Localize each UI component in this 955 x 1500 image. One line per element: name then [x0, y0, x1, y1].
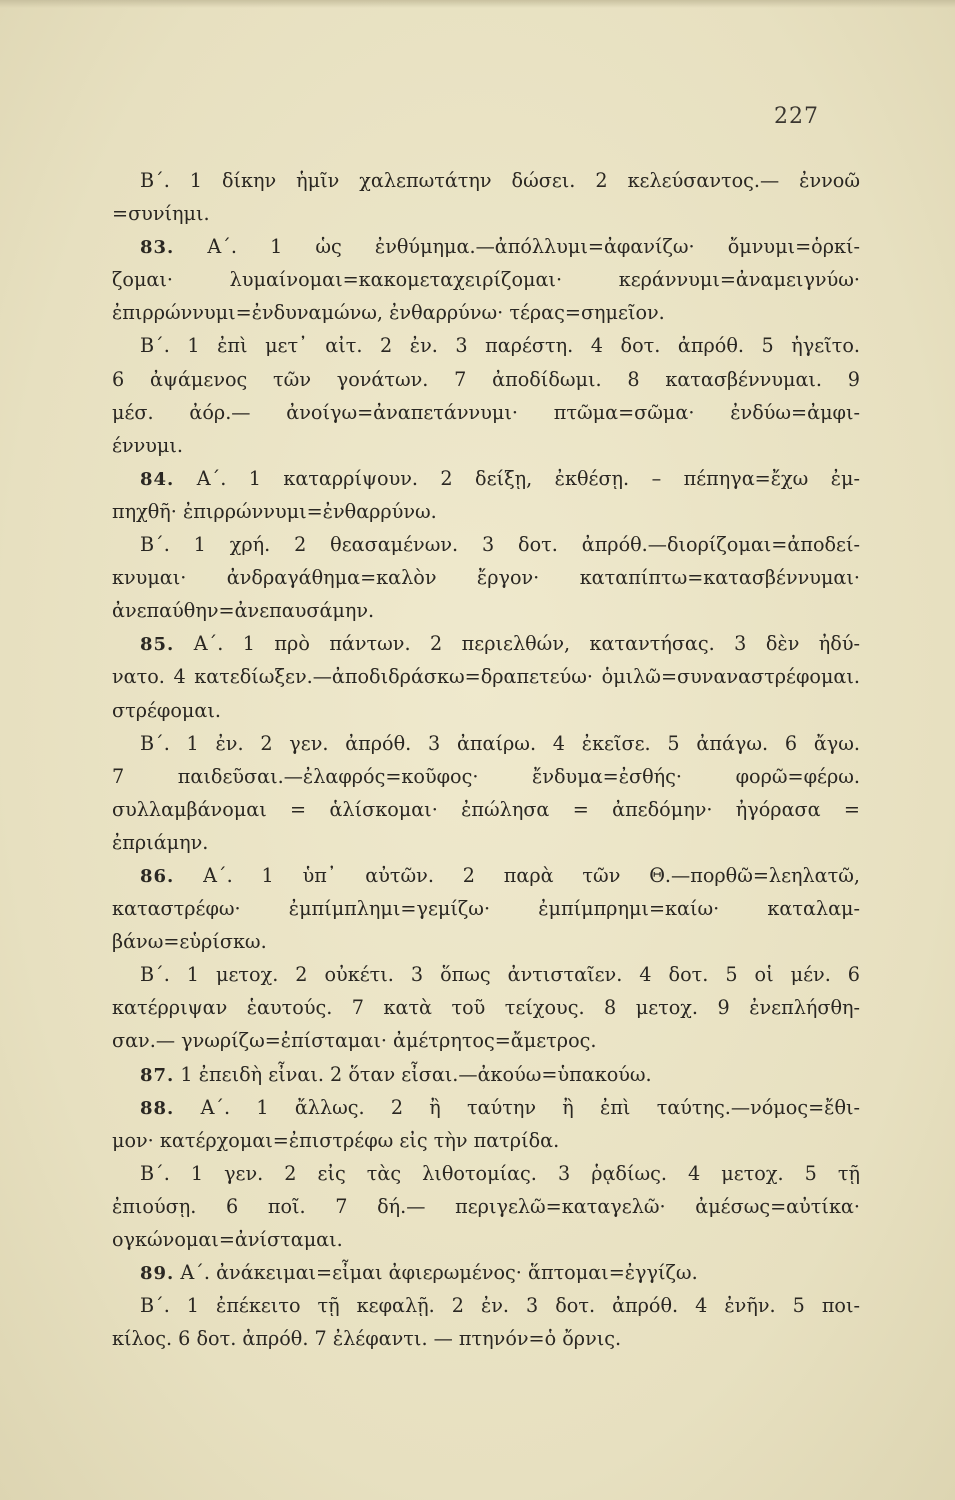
page-edge-shadow	[0, 0, 955, 8]
line-text: Α΄. 1 ἄλλως. 2 ἢ ταύτην ἢ ἐπὶ ταύτης.—νόμος=ἔθι-	[174, 1095, 860, 1119]
text-line	[112, 1256, 860, 1289]
text-line	[112, 329, 860, 362]
line-text: ζομαι· λυμαίνομαι=κακομεταχειρίζομαι· κεράννυμι=ἀναμειγνύω·	[112, 268, 860, 292]
line-text: κνυμαι· ἀνδραγάθημα=καλὸν ἔργον· καταπίπτω=κατασβέννυμαι·	[112, 566, 860, 590]
text-line	[112, 528, 860, 561]
text-line	[112, 892, 860, 925]
line-text: ἐπριάμην.	[112, 830, 209, 854]
line-text: ἐπιούσῃ. 6 ποῖ. 7 δή.— περιγελῶ=καταγελῶ· ἀμέσως=αὐτίκα·	[112, 1194, 860, 1218]
line-text: Β΄. 1 χρή. 2 θεασαμένων. 3 δοτ. ἀπρόθ.—διορίζομαι=ἀποδεί-	[140, 533, 860, 557]
text-line	[112, 396, 860, 429]
line-text: μον· κατέρχομαι=ἐπιστρέφω εἰς τὴν πατρίδα.	[112, 1128, 560, 1152]
text-line	[112, 1024, 860, 1057]
page-number: 227	[774, 104, 819, 129]
section-number: 86.	[140, 865, 175, 887]
line-text: 1 ἐπειδὴ εἶναι. 2 ὅταν εἶσαι.—ἀκούω=ὑπακούω.	[174, 1062, 652, 1086]
text-line	[112, 561, 860, 594]
text-line	[112, 859, 860, 892]
text-line	[112, 958, 860, 991]
text-line	[112, 991, 860, 1024]
text-line	[112, 1190, 860, 1223]
text-line	[112, 1223, 860, 1256]
line-text: νατο. 4 κατεδίωξεν.—ἀποδιδράσκω=δραπετεύω· ὁμιλῶ=συναναστρέφομαι.	[112, 665, 860, 689]
line-text: Α΄. 1 πρὸ πάντων. 2 περιελθών, καταντήσας. 3 δὲν ἠδύ-	[174, 632, 860, 656]
section-number: 85.	[140, 634, 175, 656]
line-text: Β΄. 1 μετοχ. 2 οὐκέτι. 3 ὅπως ἀντισταῖεν. 4 δοτ. 5 οἱ μέν. 6	[140, 963, 860, 987]
line-text: Β΄. 1 ἐπέκειτο τῇ κεφαλῇ. 2 ἐν. 3 δοτ. ἀπρόθ. 4 ἐνῆν. 5 ποι-	[140, 1294, 860, 1318]
line-text: Β΄. 1 ἐν. 2 γεν. ἀπρόθ. 3 ἀπαίρω. 4 ἐκεῖσε. 5 ἀπάγω. 6 ἄγω.	[140, 731, 860, 755]
text-line	[112, 164, 860, 197]
page-body-text	[112, 164, 860, 1355]
line-text: Α΄. 1 ὡς ἐνθύμημα.—ἀπόλλυμι=ἀφανίζω· ὄμνυμι=ὁρκί-	[174, 235, 860, 259]
text-line	[112, 925, 860, 958]
line-text: 6 ἀψάμενος τῶν γονάτων. 7 ἀποδίδωμι. 8 κατασβέννυμαι. 9	[112, 367, 860, 391]
line-text: ογκώνομαι=ἀνίσταμαι.	[112, 1228, 343, 1251]
line-text: βάνω=εὑρίσκω.	[112, 930, 267, 954]
line-text: σαν.— γνωρίζω=ἐπίσταμαι· ἀμέτρητος=ἄμετρος.	[112, 1029, 597, 1053]
line-text: =συνίημι.	[112, 202, 210, 226]
text-line	[112, 793, 860, 826]
line-text: κατέρριψαν ἑαυτούς. 7 κατὰ τοῦ τείχους. 8 μετοχ. 9 ἐνεπλήσθη-	[112, 996, 860, 1020]
line-text: Β΄. 1 ἐπὶ μετ᾽ αἰτ. 2 ἐν. 3 παρέστη. 4 δοτ. ἀπρόθ. 5 ἡγεῖτο.	[140, 334, 860, 358]
text-line	[112, 727, 860, 760]
text-line	[112, 296, 860, 329]
line-text: κίλος. 6 δοτ. ἀπρόθ. 7 ἐλέφαντι. — πτηνόν=ὁ ὄρνις.	[112, 1327, 622, 1351]
text-line	[112, 462, 860, 495]
text-line	[112, 694, 860, 727]
section-number: 87.	[140, 1064, 175, 1086]
line-text: Α΄. ἀνάκειμαι=εἶμαι ἀφιερωμένος· ἅπτομαι=ἐγγίζω.	[174, 1261, 698, 1285]
text-line	[112, 1091, 860, 1124]
text-line	[112, 1157, 860, 1190]
text-line	[112, 1289, 860, 1322]
line-text: μέσ. ἀόρ.— ἀνοίγω=ἀναπετάννυμι· πτῶμα=σῶμα· ἐνδύω=ἀμφι-	[112, 400, 860, 424]
text-line	[112, 495, 860, 528]
text-line	[112, 230, 860, 263]
text-line	[112, 760, 860, 793]
line-text: Β΄. 1 γεν. 2 εἰς τὰς λιθοτομίας. 3 ῥᾳδίως. 4 μετοχ. 5 τῇ	[140, 1161, 860, 1185]
text-line	[112, 197, 860, 230]
text-line	[112, 263, 860, 296]
line-text: έννυμι.	[112, 433, 184, 457]
section-number: 84.	[140, 468, 175, 490]
section-number: 83.	[140, 237, 175, 259]
line-text: καταστρέφω· ἐμπίμπλημι=γεμίζω· ἐμπίμπρημι=καίω· καταλαμ-	[112, 897, 860, 921]
text-line	[112, 429, 860, 462]
section-number: 88.	[140, 1097, 175, 1119]
text-line	[112, 1322, 860, 1355]
text-line	[112, 1058, 860, 1091]
line-text: πηχθῆ· ἐπιρρώννυμι=ἐνθαρρύνω.	[112, 499, 437, 523]
text-line	[112, 363, 860, 396]
line-text: ἐπιρρώννυμι=ἐνδυναμώνω, ἐνθαρρύνω· τέρας=σημεῖον.	[112, 301, 665, 325]
line-text: ἀνεπαύθην=ἀνεπαυσάμην.	[112, 599, 375, 623]
line-text: Β΄. 1 δίκην ἡμῖν χαλεπωτάτην δώσει. 2 κελεύσαντος.— ἐννοῶ	[140, 169, 860, 192]
line-text: 7 παιδεῦσαι.—ἐλαφρός=κοῦφος· ἔνδυμα=ἐσθής· φορῶ=φέρω.	[112, 764, 860, 788]
text-line	[112, 594, 860, 627]
text-line	[112, 627, 860, 660]
line-text: Α΄. 1 καταρρίψουν. 2 δείξῃ, ἐκθέσῃ. – πέπηγα=ἔχω ἐμ-	[174, 466, 860, 490]
section-number: 89.	[140, 1263, 175, 1285]
text-line	[112, 660, 860, 693]
line-text: συλλαμβάνομαι = ἁλίσκομαι· ἐπώλησα = ἀπεδόμην· ἠγόρασα =	[112, 797, 860, 821]
line-text: Α΄. 1 ὑπ᾽ αὐτῶν. 2 παρὰ τῶν Θ.—πορθῶ=λεηλατῶ,	[174, 863, 860, 887]
text-line	[112, 826, 860, 859]
line-text: στρέφομαι.	[112, 698, 221, 722]
text-line	[112, 1124, 860, 1157]
